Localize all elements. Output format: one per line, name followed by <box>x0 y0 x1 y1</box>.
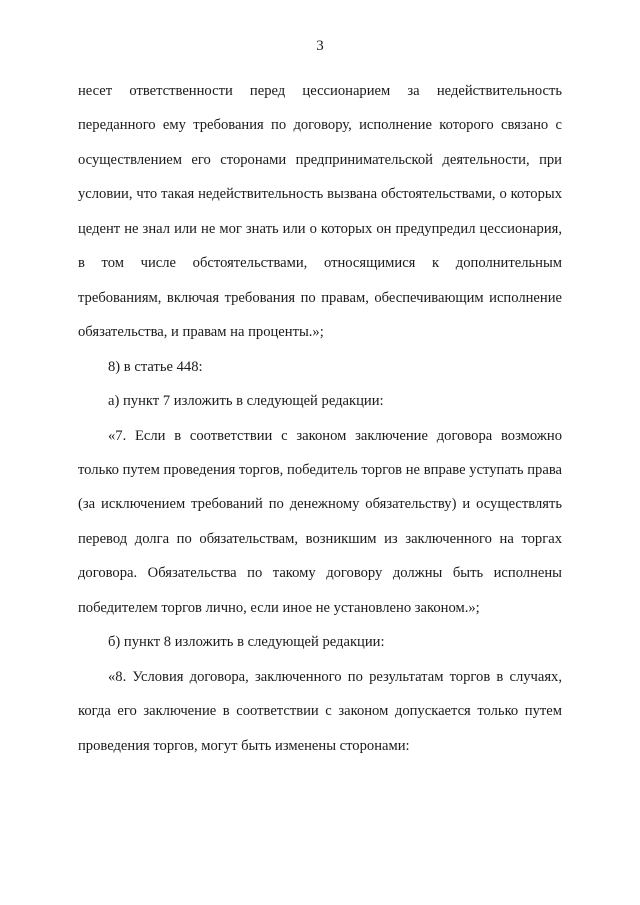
paragraph-article-448: 8) в статье 448: <box>108 358 203 375</box>
paragraph-item-b: б) пункт 8 изложить в следующей редакции: <box>108 634 385 651</box>
paragraph-item-a: а) пункт 7 изложить в следующей редакции: <box>108 393 384 410</box>
document-body <box>78 74 562 763</box>
paragraph-clause-8: «8. Условия договора, заключенного по результатам торгов в случаях, когда его заключение в соответствии с законом допускается только путем проведения торгов, могут быть изменены сторонами: <box>78 668 562 754</box>
paragraph-clause-7: «7. Если в соответствии с законом заключение договора возможно только путем проведения торгов, победитель торгов не вправе уступать права (за исключением требований по денежному обязательству) и осуществлять перевод долга по обязательствам, возникшим из заключенного на торгах договора. Обязательства по такому договору должны быть исполнены победителем торгов лично, если иное не установлено законом.»; <box>78 427 562 616</box>
paragraph-continuation: несет ответственности перед цессионарием за недействительность переданного ему требования по договору, исполнение которого связано с осуществлением его сторонами предпринимательской деятельности, при условии, что такая недействительность вызвана обстоятельствами, о которых цедент не знал или не мог знать или о которых он предупредил цессионария, в том числе обстоятельствами, относящимися к дополнительным требованиям, включая требования по правам, обеспечивающим исполнение обязательства, и правам на проценты.»; <box>78 83 562 341</box>
page-number: 3 <box>316 38 324 54</box>
